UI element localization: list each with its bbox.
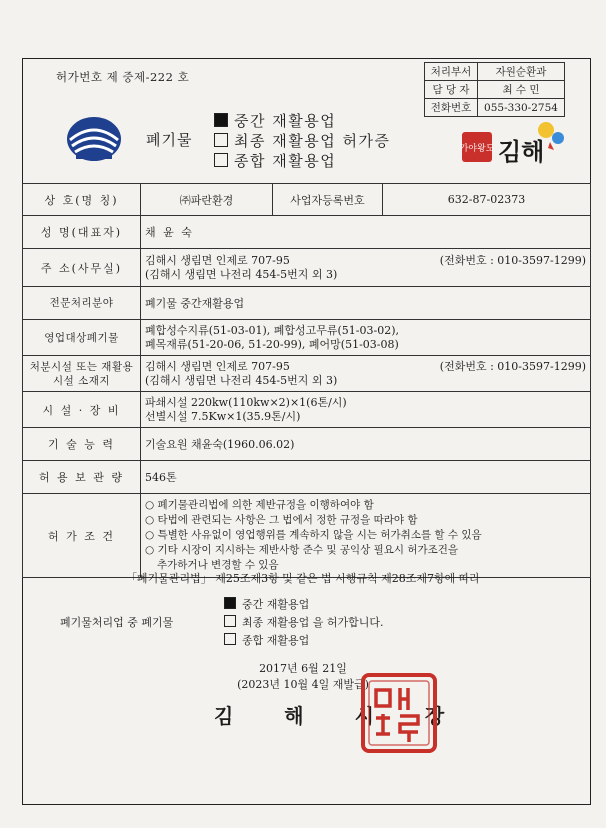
permit-number: 허가번호 제 중제-222 호	[56, 70, 190, 84]
info-key: 담 당 자	[425, 81, 478, 99]
equipment-line: 선별시설 7.5Kw×1(35.9톤/시)	[145, 409, 301, 423]
facility-location-label: 처분시설 또는 재활용 시설 소재지	[23, 356, 141, 392]
bottom-option-label: 최종 재활용업 을 허가합니다.	[242, 616, 384, 629]
empty-box-icon	[214, 153, 228, 167]
table-row	[23, 216, 591, 249]
conditions-value	[141, 494, 591, 578]
logo-text: 김해	[498, 138, 545, 166]
table-row	[23, 249, 591, 287]
info-value: 최 수 민	[478, 81, 565, 99]
table-row	[23, 428, 591, 461]
table-row	[23, 184, 591, 216]
official-seal-icon	[360, 672, 438, 754]
title-prefix: 폐기물	[146, 131, 193, 149]
facility-location-value	[141, 356, 591, 392]
table-row	[23, 494, 591, 578]
equipment-label: 시 설 · 장 비	[23, 392, 141, 428]
table-row	[23, 461, 591, 494]
waste-line: 폐목재류(51-20-06, 51-20-99), 폐어망(51-03-08)	[145, 337, 399, 351]
address-value	[141, 249, 591, 287]
representative-value: 채 윤 숙	[141, 216, 591, 249]
address-line: 김해시 생림면 인제로 707-95	[145, 253, 290, 267]
bizno-label: 사업자등록번호	[273, 184, 383, 216]
info-key: 전화번호	[425, 99, 478, 117]
field-label: 전문처리분야	[23, 287, 141, 320]
field-value: 폐기물 중간재활용업	[141, 287, 591, 320]
bizno-value: 632-87-02373	[383, 184, 591, 216]
checked-box-icon	[224, 597, 236, 609]
waste-label: 영업대상폐기물	[23, 320, 141, 356]
gimhae-city-logo	[460, 118, 570, 178]
technical-label: 기 술 능 력	[23, 428, 141, 461]
gimhae-emblem-icon	[66, 116, 122, 162]
title-option-label: 최종 재활용업 허가증	[234, 132, 391, 150]
checked-box-icon	[214, 113, 228, 127]
bottom-option-final	[224, 614, 384, 630]
bottom-option-label: 중간 재활용업	[242, 598, 310, 611]
table-row	[23, 356, 591, 392]
facility-phone: (전화번호 : 010-3597-1299)	[439, 359, 586, 373]
reissue-date: (2023년 10월 4일 재발급)	[237, 678, 369, 691]
facility-address-line: 김해시 생림면 인제로 707-95	[145, 359, 290, 373]
representative-label: 성 명(대표자)	[23, 216, 141, 249]
storage-value: 546톤	[141, 461, 591, 494]
condition-item: ○ 기타 시장이 지시하는 제반사항 준수 및 공익상 필요시 허가조건을	[145, 544, 459, 556]
title-option-label: 종합 재활용업	[234, 152, 337, 170]
permit-details-table	[22, 183, 591, 578]
logo-badge-text: 가야왕도	[460, 144, 495, 154]
facility-address-line: (김해시 생림면 나전리 454-5번지 외 3)	[145, 373, 338, 387]
issue-date: 2017년 6월 21일	[259, 662, 347, 675]
table-row	[23, 320, 591, 356]
waste-value	[141, 320, 591, 356]
title-option-final	[214, 130, 390, 151]
bottom-option-intermediate	[224, 596, 309, 612]
company-label: 상 호(명 칭)	[23, 184, 141, 216]
bottom-prefix: 폐기물처리업 중 폐기물	[60, 616, 174, 629]
legal-basis: 「폐기물관리법」 제25조제3항 및 같은 법 시행규칙 제28조제7항에 따라	[125, 572, 481, 585]
info-row	[425, 99, 565, 117]
table-row	[23, 287, 591, 320]
empty-box-icon	[224, 633, 236, 645]
info-value: 자원순환과	[478, 63, 565, 81]
bottom-option-comprehensive	[224, 632, 309, 648]
waste-line: 폐합성수지류(51-03-01), 폐합성고무류(51-03-02),	[145, 323, 400, 337]
condition-item: ○ 타법에 관련되는 사항은 그 법에서 정한 규정을 따라야 함	[145, 514, 418, 526]
title-option-comprehensive	[214, 150, 336, 171]
conditions-label: 허 가 조 건	[23, 494, 141, 578]
issuer-name: 김 해 시 장	[214, 704, 467, 728]
condition-item: 추가하거나 변경할 수 있음	[157, 559, 279, 571]
address-line: (김해시 생림면 나전리 454-5번지 외 3)	[145, 267, 338, 281]
department-info-table	[424, 62, 565, 117]
table-row	[23, 392, 591, 428]
title-option-label: 중간 재활용업	[234, 112, 337, 130]
condition-item: ○ 특별한 사유없이 영업행위를 계속하지 않을 시는 허가취소를 할 수 있음	[145, 529, 482, 541]
address-phone: (전화번호 : 010-3597-1299)	[439, 253, 586, 267]
technical-value: 기술요원 채윤숙(1960.06.02)	[141, 428, 591, 461]
empty-box-icon	[214, 133, 228, 147]
storage-label: 허 용 보 관 량	[23, 461, 141, 494]
info-value: 055-330-2754	[478, 99, 565, 117]
address-label: 주 소(사무실)	[23, 249, 141, 287]
title-option-intermediate	[214, 110, 336, 131]
bottom-option-label: 종합 재활용업	[242, 634, 310, 647]
equipment-line: 파쇄시설 220kw(110kw×2)×1(6톤/시)	[145, 395, 347, 409]
condition-item: ○ 폐기물관리법에 의한 제반규정을 이행하여야 함	[145, 499, 374, 511]
equipment-value	[141, 392, 591, 428]
info-row	[425, 63, 565, 81]
info-row	[425, 81, 565, 99]
company-value: ㈜파란환경	[141, 184, 273, 216]
info-key: 처리부서	[425, 63, 478, 81]
empty-box-icon	[224, 615, 236, 627]
